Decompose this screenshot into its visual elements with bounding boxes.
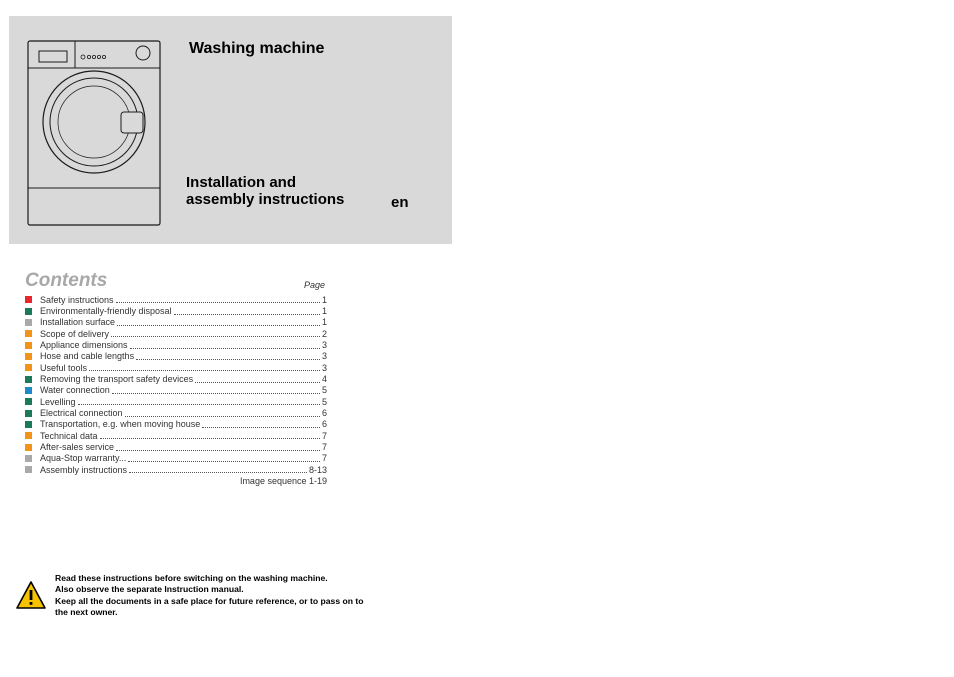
document-title: Washing machine [189,40,325,57]
toc-item-page: 3 [321,351,327,362]
dot-leader [117,325,320,326]
toc-item-label: Hose and cable lengths [40,351,135,362]
subtitle-line-1: Installation and [186,174,297,191]
toc-item [25,305,327,316]
dot-leader [174,314,320,315]
section-color-marker [25,308,32,315]
toc-item [25,464,327,475]
toc-item-page: 2 [321,328,327,339]
image-sequence-note: Image sequence 1-19 [239,476,327,486]
dot-leader [116,302,320,303]
toc-item-label: Aqua-Stop warranty... [40,453,127,464]
toc-item-label: Safety instructions [40,294,114,305]
dot-leader [100,438,320,439]
section-color-marker [25,319,32,326]
toc-item-page: 1 [321,306,327,317]
toc-item-page: 3 [321,362,327,373]
section-color-marker [25,387,32,394]
dot-leader [112,393,320,394]
warning-line-4: the next owner. [55,607,118,618]
toc-item [25,407,327,418]
section-color-marker [25,444,32,451]
document-subtitle [186,174,344,208]
toc-item [25,294,327,305]
warning-line-2: Also observe the separate Instruction manual. [55,584,244,595]
section-color-marker [25,455,32,462]
dot-leader [136,359,320,360]
subtitle-line-2: assembly instructions [186,191,345,208]
toc-item-label: After-sales service [40,442,115,453]
dot-leader [116,450,320,451]
section-color-marker [25,330,32,337]
toc-item-page: 5 [321,396,327,407]
toc-item [25,339,327,350]
toc-item-page: 6 [321,408,327,419]
section-color-marker [25,466,32,473]
toc-item [25,328,327,339]
contents-heading: Contents [25,270,108,291]
toc-item [25,362,327,373]
toc-item [25,317,327,328]
dot-leader [89,370,320,371]
section-color-marker [25,376,32,383]
toc-item [25,430,327,441]
dot-leader [125,416,320,417]
dot-leader [78,404,320,405]
toc-item [25,419,327,430]
section-color-marker [25,296,32,303]
dot-leader [130,348,320,349]
toc-item-label: Transportation, e.g. when moving house [40,419,201,430]
dot-leader [111,336,320,337]
toc-item [25,385,327,396]
toc-item-label: Installation surface [40,317,116,328]
toc-item-page: 7 [321,430,327,441]
warning-line-1: Read these instructions before switching on the washing machine. [55,573,328,583]
section-color-marker [25,432,32,439]
dot-leader [128,461,320,462]
toc-item-page: 6 [321,419,327,430]
toc-item [25,441,327,452]
table-of-contents [25,294,327,476]
toc-item-label: Environmentally-friendly disposal [40,306,172,317]
section-color-marker [25,421,32,428]
toc-item-page: 7 [321,453,327,464]
toc-item-page: 1 [321,317,327,328]
warning-text [55,573,364,619]
language-code: en [391,194,409,211]
toc-item-label: Levelling [40,396,76,407]
toc-item [25,453,327,464]
cover-panel [9,16,452,244]
page-column-label: Page [304,280,326,290]
washing-machine-icon [27,40,161,226]
dot-leader [202,427,320,428]
section-color-marker [25,353,32,360]
section-color-marker [25,410,32,417]
warning-line-3: Keep all the documents in a safe place for future reference, or to pass on to [55,595,364,606]
toc-item-page: 8-13 [308,464,327,475]
toc-item-label: Technical data [40,430,98,441]
dot-leader [129,472,307,473]
toc-item-label: Assembly instructions [40,464,128,475]
toc-item-label: Electrical connection [40,408,123,419]
toc-item-label: Water connection [40,385,110,396]
toc-item-page: 3 [321,340,327,351]
toc-item-page: 7 [321,442,327,453]
toc-item-page: 5 [321,385,327,396]
section-color-marker [25,364,32,371]
toc-item-label: Removing the transport safety devices [40,374,194,385]
toc-item [25,373,327,384]
toc-item-label: Scope of delivery [40,328,110,339]
toc-item-page: 1 [321,294,327,305]
section-color-marker [25,342,32,349]
toc-item-page: 4 [321,374,327,385]
toc-item-label: Useful tools [40,362,88,373]
toc-item [25,351,327,362]
toc-item [25,396,327,407]
dot-leader [195,382,320,383]
section-color-marker [25,398,32,405]
warning-icon [15,580,47,610]
toc-item-label: Appliance dimensions [40,340,128,351]
